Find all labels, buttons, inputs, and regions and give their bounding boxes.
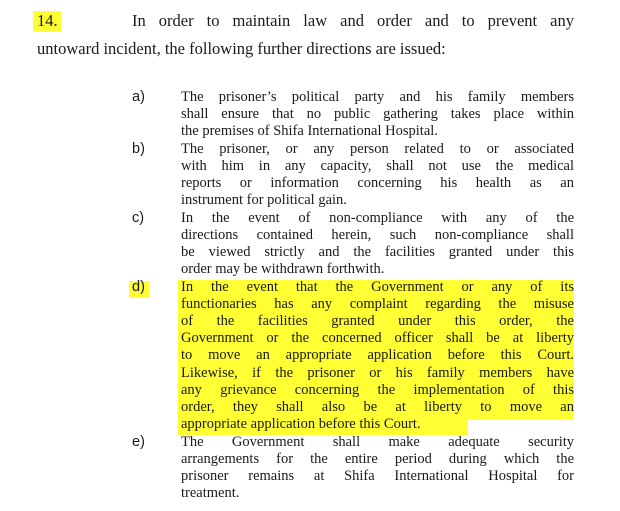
- item-d-line-4: Government or the concerned officer shall be at liberty: [181, 330, 574, 346]
- item-d-line-6: Likewise, if the prisoner or his family members have: [181, 365, 574, 381]
- item-c-line-1: In the event of non-compliance with any of the: [181, 210, 574, 226]
- item-b-label: b): [132, 141, 145, 157]
- item-c-line-2: directions contained herein, such non-compliance shall: [181, 227, 574, 243]
- paragraph-number: 14.: [37, 11, 58, 30]
- item-a-line-1: The prisoner’s political party and his family members: [181, 89, 574, 105]
- item-d-line-7: any grievance concerning the implementation of this: [181, 382, 574, 398]
- item-a-line-3: the premises of Shifa International Hospital.: [181, 123, 438, 139]
- item-d-line-9: appropriate application before this Court.: [181, 416, 421, 432]
- item-d-line-3: of the facilities granted under this order, the: [181, 313, 574, 329]
- item-e-line-1: The Government shall make adequate security: [181, 434, 574, 450]
- item-c-label: c): [132, 210, 145, 226]
- item-d-line-5: to move an appropriate application before this Court.: [181, 347, 574, 363]
- item-b-line-3: reports or information concerning his health as an: [181, 175, 574, 191]
- intro-line-1: In order to maintain law and order and to prevent any: [132, 11, 574, 30]
- item-d-line-2: functionaries has any complaint regarding the misuse: [181, 296, 574, 312]
- item-e-line-4: treatment.: [181, 485, 240, 501]
- item-e-line-2: arrangements for the entire period during which the: [181, 451, 574, 467]
- item-b-line-1: The prisoner, or any person related to or associated: [181, 141, 574, 157]
- intro-line-2: untoward incident, the following further directions are issued:: [37, 39, 446, 58]
- item-e-label: e): [132, 434, 145, 450]
- item-d-line-1: In the event that the Government or any of its: [181, 279, 574, 295]
- item-b-line-4: instrument for political gain.: [181, 192, 347, 208]
- item-c-line-3: be viewed strictly and the facilities granted under this: [181, 244, 574, 260]
- item-d-label: d): [132, 279, 145, 295]
- item-e-line-3: prisoner remains at Shifa International Hospital for: [181, 468, 574, 484]
- item-b-line-2: with him in any capacity, shall not use the medical: [181, 158, 574, 174]
- item-a-label: a): [132, 89, 145, 105]
- item-d-line-8: order, they shall also be at liberty to move an: [181, 399, 574, 415]
- item-c-line-4: order may be withdrawn forthwith.: [181, 261, 385, 277]
- item-a-line-2: shall ensure that no public gathering takes place within: [181, 106, 574, 122]
